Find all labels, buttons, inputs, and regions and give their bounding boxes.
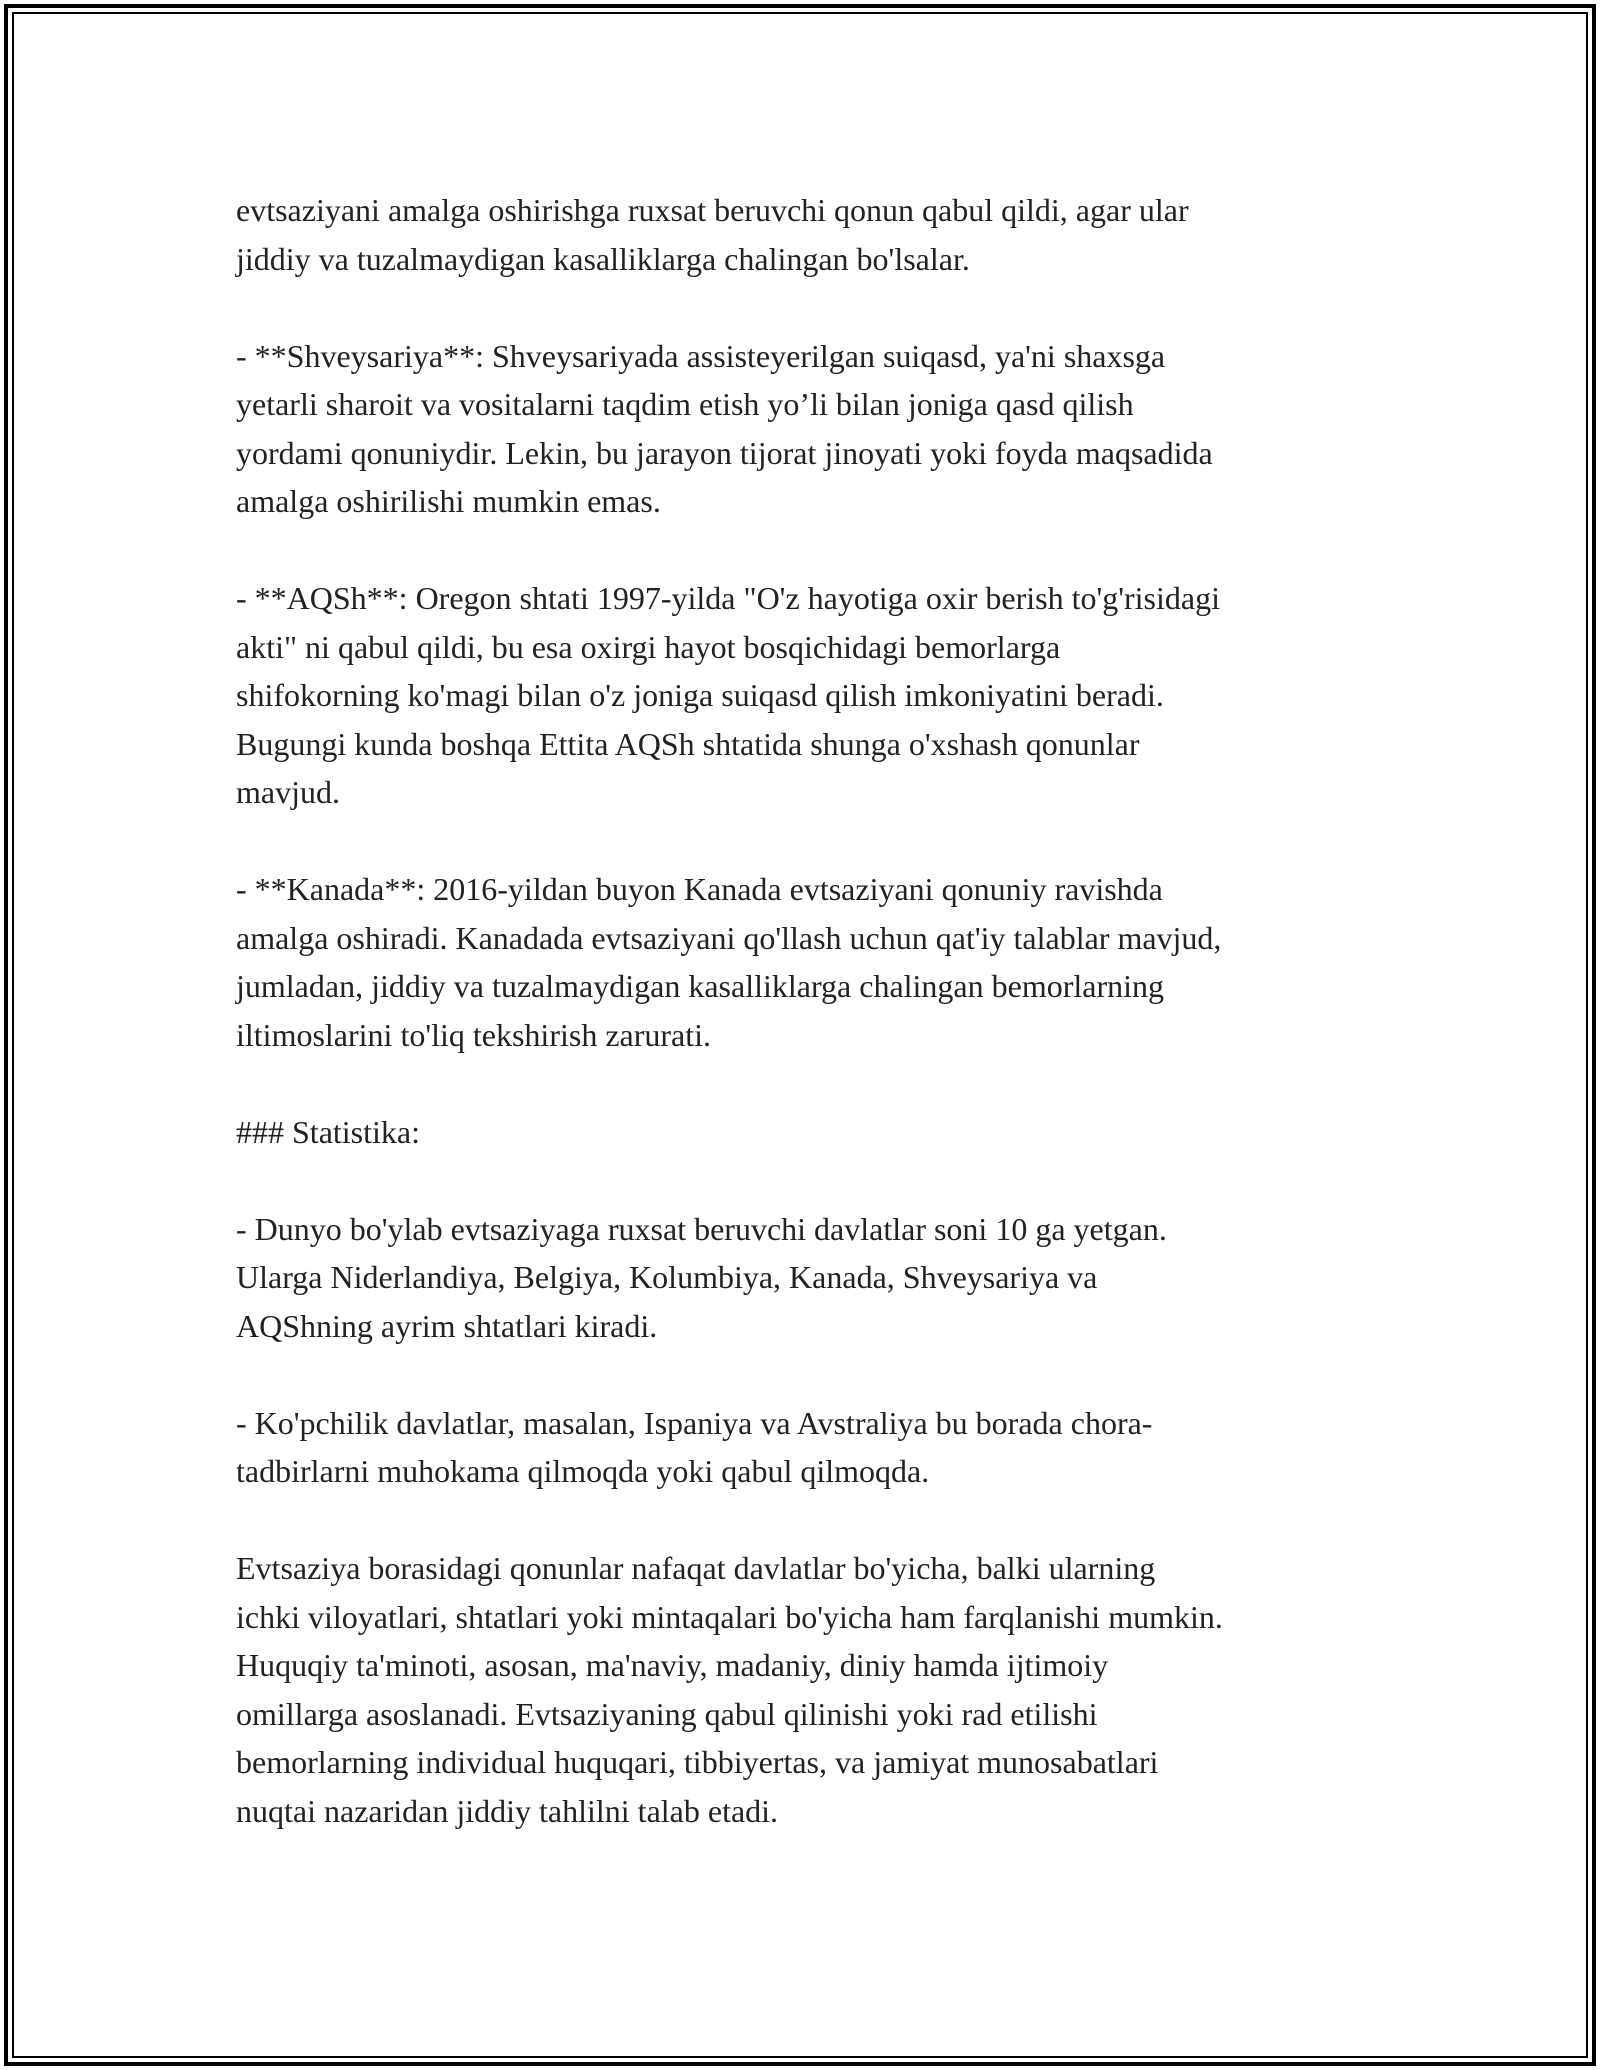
text-line: shifokorning ko'magi bilan o'z joniga suiqasd qilish imkoniyatini beradi. xyxy=(236,677,1164,713)
text-line: amalga oshiradi. Kanadada evtsaziyani qo'llash uchun qat'iy talablar mavjud, xyxy=(236,919,1222,956)
text-line: yordami qonuniydir. Lekin, bu jarayon tijorat jinoyati yoki foyda maqsadida xyxy=(236,434,1213,471)
text-line: - **Shveysariya**: Shveysariyada assisteyerilgan suiqasd, ya'ni shaxsga xyxy=(236,337,1166,374)
paragraph xyxy=(236,1399,1380,1496)
text-line: AQShning ayrim shtatlari kiradi. xyxy=(236,1307,658,1344)
text-line: omillarga asoslanadi. Evtsaziyaning qabul qilinishi yoki rad etilishi xyxy=(236,1695,1098,1732)
text-line: tadbirlarni muhokama qilmoqda yoki qabul qilmoqda. xyxy=(236,1453,930,1489)
text-line: bemorlarning individual huquqari, tibbiyertas, va jamiyat munosabatlari xyxy=(236,1744,1159,1780)
paragraph xyxy=(236,332,1380,526)
paragraph xyxy=(236,186,1380,283)
text-line: Bugungi kunda boshqa Ettita AQSh shtatida shunga o'xshash qonunlar xyxy=(236,725,1140,762)
text-line: Evtsaziya borasidagi qonunlar nafaqat davlatlar bo'yicha, balki ularning xyxy=(236,1550,1156,1586)
text-line: Huquqiy ta'minoti, asosan, ma'naviy, madaniy, diniy hamda ijtimoiy xyxy=(236,1647,1109,1683)
paragraph xyxy=(236,1108,1380,1157)
paragraph xyxy=(236,865,1380,1059)
text-line: iltimoslarini to'liq tekshirish zarurati. xyxy=(236,1016,712,1053)
text-line: mavjud. xyxy=(236,774,340,810)
text-line: nuqtai nazaridan jiddiy tahlilni talab etadi. xyxy=(236,1792,779,1829)
paragraph xyxy=(236,1205,1380,1351)
text-line: jumladan, jiddiy va tuzalmaydigan kasalliklarga chalingan bemorlarning xyxy=(236,968,1165,1004)
text-line: amalga oshirilishi mumkin emas. xyxy=(236,483,661,519)
text-line: yetarli sharoit va vositalarni taqdim etish yo’li bilan joniga qasd qilish xyxy=(236,386,1134,422)
text-line: ### Statistika: xyxy=(236,1113,420,1150)
text-line: Ularga Niderlandiya, Belgiya, Kolumbiya, Kanada, Shveysariya va xyxy=(236,1259,1098,1295)
text-line: - **AQSh**: Oregon shtati 1997-yilda "O'z hayotiga oxir berish to'g'risidagi xyxy=(236,580,1220,616)
document-body xyxy=(236,186,1380,1835)
text-line: evtsaziyani amalga oshirishga ruxsat beruvchi qonun qabul qildi, agar ular xyxy=(236,192,1189,228)
text-line: ichki viloyatlari, shtatlari yoki mintaqalari bo'yicha ham farqlanishi mumkin. xyxy=(236,1598,1223,1635)
text-line: - Ko'pchilik davlatlar, masalan, Ispaniya va Avstraliya bu borada chora- xyxy=(236,1404,1153,1441)
text-line: - Dunyo bo'ylab evtsaziyaga ruxsat beruvchi davlatlar soni 10 ga yetgan. xyxy=(236,1210,1167,1247)
paragraph xyxy=(236,574,1380,817)
paragraph xyxy=(236,1544,1380,1835)
text-line: - **Kanada**: 2016-yildan buyon Kanada evtsaziyani qonuniy ravishda xyxy=(236,871,1163,907)
text-line: akti" ni qabul qildi, bu esa oxirgi hayot bosqichidagi bemorlarga xyxy=(236,628,1061,665)
text-line: jiddiy va tuzalmaydigan kasalliklarga chalingan bo'lsalar. xyxy=(236,240,970,277)
